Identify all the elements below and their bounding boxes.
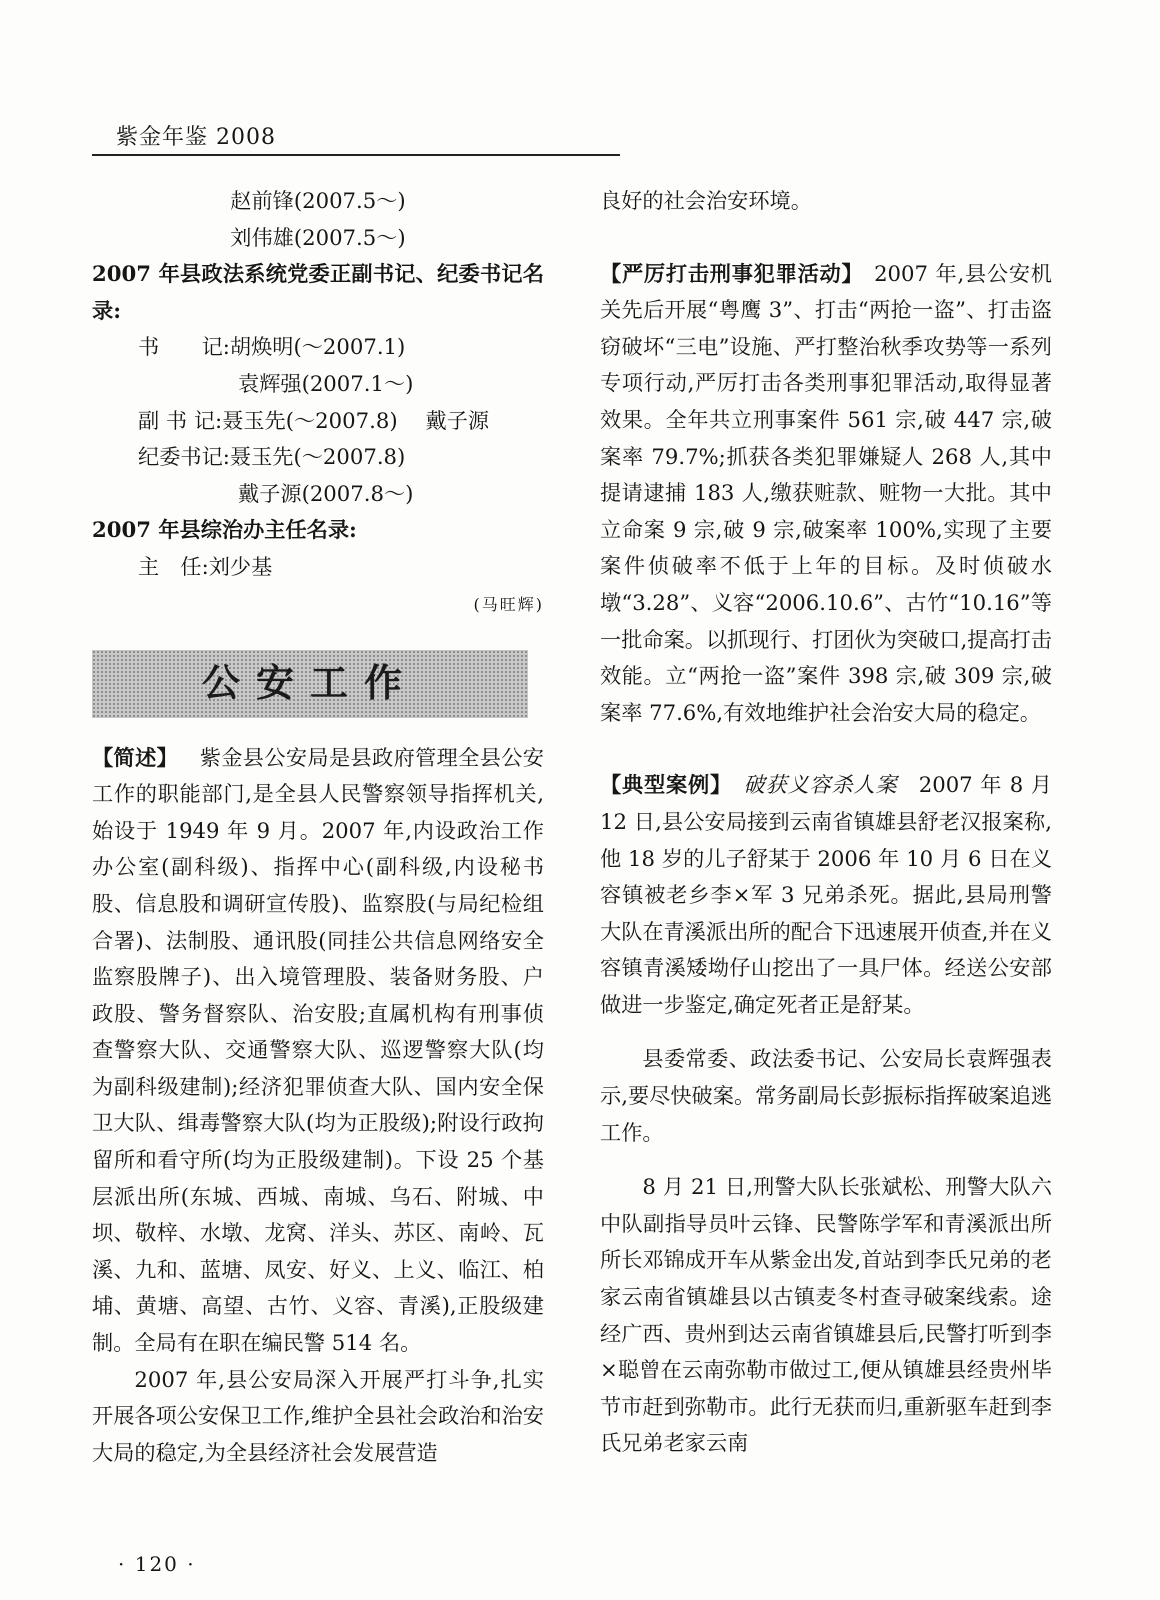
overview-text: 紫金县公安局是县政府管理全县公安工作的职能部门,是全县人民警察领导指挥机关,始设于 1949 年 9 月。2007 年,内设政治工作办公室(副科级)、指挥中心(副科级,内设秘书股、信息股和调研宣传股)、监察股(与局纪检组合署)、法制股、通讯股(同挂公共信息网络安全监察股牌子)、出入境管理股、装备财务股、户政股、警务督察队、治安股;直属机构有刑事侦查警察大队、交通警察大队、巡逻警察大队(均为副科级建制);经济犯罪侦查大队、国内安全保卫大队、缉毒警察大队(均为正股级);附设行政拘留所和看守所(均为正股级建制)。下设 25 个基层派出所(东城、西城、南城、乌石、附城、中坝、敬梓、水墩、龙窝、洋头、苏区、南岭、瓦溪、九和、蓝塘、凤安、好义、上义、临江、柏埔、黄塘、高望、古竹、义容、青溪),正股级建制。全局有在职在编民警 514 名。: [92, 744, 544, 1356]
party-list-heading: 2007 年县政法系统党委正副书记、纪委书记名录:: [92, 261, 544, 323]
officer-line: 刘伟雄(2007.5～): [230, 224, 406, 250]
party-line: 纪委书记:聂玉先(～2007.8): [138, 444, 406, 470]
overview-paragraph: [92, 740, 544, 1362]
crime-tag: 【严厉打击刑事犯罪活动】: [600, 260, 864, 286]
right-column: [600, 183, 1052, 1462]
party-line: 戴子源(2007.8～): [238, 480, 414, 506]
case-text: 2007 年 8 月 12 日,县公安局接到云南省镇雄县舒老汉报案称,他 18 岁的儿子舒某于 2006 年 10 月 6 日在义容镇被老乡李×军 3 兄弟杀死。据此,县局刑警大队在青溪派出所的配合下迅速展开侦查,并在义容镇青溪矮坳仔山挖出了一具尸体。经送公安部做进一步鉴定,确定死者正是舒某。: [600, 772, 1052, 1017]
yearbook-title: 紫金年鉴 2008: [116, 125, 276, 150]
body-paragraph: 2007 年,县公安局深入开展严打斗争,扎实开展各项公安保卫工作,维护全县社会政治和治安大局的稳定,为全县经济社会发展营造: [92, 1366, 544, 1465]
office-list-heading: 2007 年县综治办主任名录:: [92, 517, 357, 543]
header-rule: [92, 154, 620, 156]
left-column: [92, 183, 544, 1471]
crime-paragraph: [600, 256, 1052, 732]
officer-line: 赵前锋(2007.5～): [230, 188, 406, 213]
body-paragraph: 8 月 21 日,刑警大队长张斌松、刑警大队六中队副指导员叶云锋、民警陈学军和青溪派出所所长邓锦成开车从紫金出发,首站到李氏兄弟的老家云南省镇雄县以古镇麦冬村查寻破案线索。途经广西、贵州到达云南省镇雄县后,民警打听到李×聪曾在云南弥勒市做过工,便从镇雄县经贵州毕节市赶到弥勒市。此行无获而归,重新驱车赶到李氏兄弟老家云南: [600, 1174, 1052, 1456]
section-title: 公安工作: [201, 661, 418, 706]
party-line: 书 记:胡焕明(～2007.1): [138, 334, 406, 360]
case-paragraph: [600, 767, 1052, 1023]
crime-text: 2007 年,县公安机关先后开展“粤鹰 3”、打击“两抢一盗”、打击盗窃破坏“三电”设施、严打整治秋季攻势等一系列专项行动,严厉打击各类刑事犯罪活动,取得显著效果。全年共立刑事案件 561 宗,破 447 宗,破案率 79.7%;抓获各类犯罪嫌疑人 268 人,其中提请逮捕 183 人,缴获赃款、赃物一大批。其中立命案 9 宗,破 9 宗,破案率 100%,实现了主要案件侦破率不低于上年的目标。及时侦破水墩“3.28”、义容“2006.10.6”、古竹“10.16”等一批命案。以抓现行、打团伙为突破口,提高打击效能。立“两抢一盗”案件 398 宗,破 309 宗,破案率 77.6%,有效地维护社会治安大局的稳定。: [600, 260, 1052, 725]
body-paragraph: 良好的社会治安环境。: [600, 188, 812, 213]
party-line: 副 书 记:聂玉先(～2007.8) 戴子源: [138, 407, 490, 433]
case-title: 破获义容杀人案: [742, 772, 898, 798]
office-line: 主 任:刘少基: [138, 553, 273, 579]
author-signature: (马旺辉): [473, 594, 544, 614]
body-paragraph: 县委常委、政法委书记、公安局长袁辉强表示,要尽快破案。常务副局长彭振标指挥破案追逃工作。: [600, 1046, 1052, 1145]
overview-tag: 【简述】: [92, 744, 179, 770]
page-number: · 120 ·: [118, 1552, 196, 1576]
section-banner: [92, 650, 528, 718]
case-tag: 【典型案例】: [600, 772, 733, 798]
party-line: 袁辉强(2007.1～): [238, 370, 414, 396]
